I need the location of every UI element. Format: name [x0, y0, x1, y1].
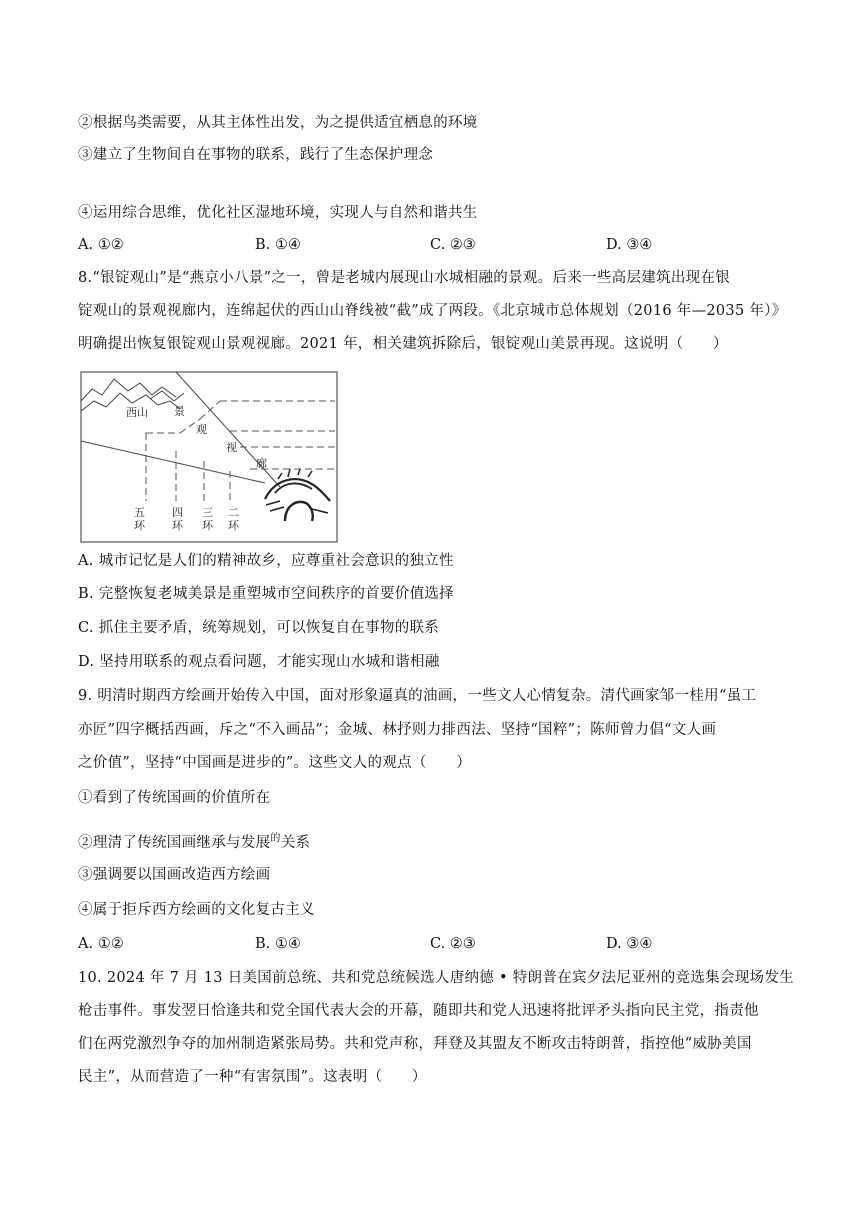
q9-item-3: ③强调要以国画改造西方绘画: [78, 867, 271, 883]
q10-stem-line-1: 10. 2024 年 7 月 13 日美国前总统、共和党总统候选人唐纳德 • 特朗普在宾夕法尼亚州的竞选集会现场发生: [78, 970, 794, 986]
ring-2-bottom: 环: [228, 519, 239, 532]
q8-option-d: D. 坚持用联系的观点看问题，才能实现山水城和谐相融: [78, 654, 440, 670]
q9-item-2-part-a: ②理清了传统国画继承与发展: [78, 835, 271, 851]
q10-stem-line-2: 枪击事件。事发翌日恰逢共和党全国代表大会的开幕，随即共和党人迅速将批评矛头指向民主党，指责他: [78, 1003, 759, 1019]
q9-item-2-small-char: 的: [270, 833, 281, 844]
corridor-char-1: 景: [174, 405, 185, 418]
q8-option-b: B. 完整恢复老城美景是重塑城市空间秩序的首要价值选择: [78, 586, 454, 602]
ring-4-bottom: 环: [172, 519, 183, 532]
ring-2-top: 二: [228, 506, 239, 519]
corridor-char-3: 视: [226, 441, 237, 454]
q8-stem-line-3: 明确提出恢复银锭观山景观视廊。2021 年，相关建筑拆除后，银锭观山美景再现。这说明（ ）: [78, 336, 728, 352]
q7-item-4: ④运用综合思维，优化社区湿地环境，实现人与自然和谐共生: [78, 205, 478, 221]
corridor-char-4: 廊: [256, 457, 267, 470]
q9-item-2-part-b: 关系: [280, 835, 311, 851]
q9-stem-line-1: 9. 明清时期西方绘画开始传入中国，面对形象逼真的油画，一些文人心情复杂。清代画家邹一桂用“虽工: [78, 688, 757, 704]
q7-item-2: ②根据鸟类需要，从其主体性出发，为之提供适宜栖息的环境: [78, 115, 478, 131]
ring-3-bottom: 环: [202, 519, 213, 532]
q9-stem-line-2: 亦匠”四字概括西画，斥之“不入画品”；金城、林抒则力排西法、坚持“国粹”；陈师曾力倡“文人画: [78, 722, 717, 738]
q9-stem-line-3: 之价值”，坚持“中国画是进步的”。这些文人的观点（ ）: [78, 755, 472, 771]
q7-item-3: ③建立了生物间自在事物的联系，践行了生态保护理念: [78, 147, 434, 163]
q8-stem-line-2: 锭观山的景观视廊内，连绵起伏的西山山脊线被“截”成了两段。《北京城市总体规划（2016 年—2035 年）》: [78, 303, 787, 319]
q7-option-c: C. ②③: [430, 237, 476, 253]
ring-5-bottom: 环: [134, 519, 145, 532]
q7-option-a: A. ①②: [78, 237, 124, 253]
q8-landscape-corridor-figure: [80, 371, 338, 543]
q7-option-b: B. ①④: [255, 237, 301, 253]
xishan-label: 西山: [126, 406, 148, 419]
q9-item-1: ①看到了传统国画的价值所在: [78, 790, 271, 806]
q8-option-a: A. 城市记忆是人们的精神故乡，应尊重社会意识的独立性: [78, 553, 454, 569]
ring-3-top: 三: [202, 506, 213, 519]
q9-option-c: C. ②③: [430, 936, 476, 952]
q9-item-2: [78, 829, 310, 853]
corridor-char-2: 观: [196, 423, 207, 436]
ring-5-top: 五: [134, 506, 145, 519]
q9-option-a: A. ①②: [78, 936, 124, 952]
q9-item-4: ④属于拒斥西方绘画的文化复古主义: [78, 902, 315, 918]
ring-4-top: 四: [172, 506, 183, 519]
q10-stem-line-3: 们在两党激烈争夺的加州制造紧张局势。共和党声称，拜登及其盟友不断攻击特朗普，指控他“威胁美国: [78, 1036, 752, 1052]
q9-option-b: B. ①④: [255, 936, 301, 952]
q8-stem-line-1: 8.“银锭观山”是“燕京小八景”之一，曾是老城内展现山水城相融的景观。后来一些高层建筑出现在银: [78, 270, 731, 286]
q9-option-d: D. ③④: [606, 936, 653, 952]
q8-option-c: C. 抓住主要矛盾，统筹规划，可以恢复自在事物的联系: [78, 620, 440, 636]
q10-stem-line-4: 民主”，从而营造了一种“有害氛围”。这表明（ ）: [78, 1069, 427, 1085]
q7-option-d: D. ③④: [606, 237, 653, 253]
